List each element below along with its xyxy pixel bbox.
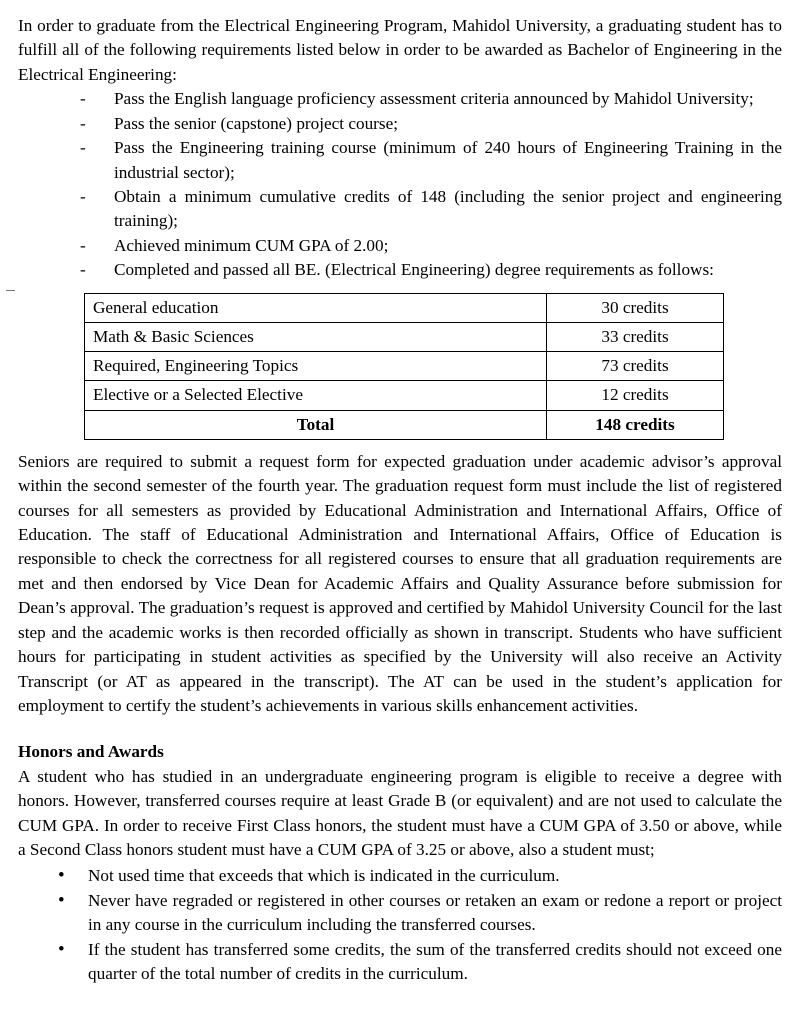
list-item: • If the student has transferred some credits, the sum of the transferred credits should not exceed one quarter of the total number of credits in the curriculum.	[58, 938, 782, 987]
credits-table	[84, 293, 724, 440]
graduation-requirements-list	[18, 87, 782, 282]
seniors-paragraph: Seniors are required to submit a request form for expected graduation under academic advisor’s approval within the second semester of the fourth year. The graduation request form must include the list of registered courses for all semesters as provided by Educational Administration and International Affairs, Office of Education. The staff of Educational Administration and International Affairs, Office of Education is responsible to check the correctness for all registered courses to ensure that all graduation requirements are met and then endorsed by Vice Dean for Academic Affairs and Quality Assurance before submission for Dean’s approval. The graduation’s request is approved and certified by Mahidol University Council for the last step and the academic works is then recorded officially as shown in transcript. Students who have sufficient hours for participating in student activities as specified by the University will also receive an Activity Transcript (or AT as appeared in the transcript). The AT can be used in the student’s application for employment to certify the student’s achievements in various skills enhancement activities.	[18, 451, 782, 715]
table-row	[85, 352, 724, 381]
table-row	[85, 293, 724, 322]
table-cell-label: Math & Basic Sciences	[85, 322, 547, 351]
table-cell-value: 12 credits	[547, 381, 724, 410]
list-item: - Achieved minimum CUM GPA of 2.00;	[80, 234, 782, 258]
list-item: - Pass the Engineering training course (minimum of 240 hours of Engineering Training in the industrial sector);	[80, 136, 782, 185]
honors-conditions-list	[18, 864, 782, 986]
list-item: - Pass the English language proficiency assessment criteria announced by Mahidol University;	[80, 87, 782, 111]
list-item: - Obtain a minimum cumulative credits of 148 (including the senior project and engineering training);	[80, 185, 782, 234]
page-margin-tick	[6, 290, 15, 291]
list-item: • Never have regraded or registered in other courses or retaken an exam or redone a report or project in any course in the curriculum including the transferred courses.	[58, 889, 782, 938]
table-cell-value: 33 credits	[547, 322, 724, 351]
honors-paragraph: A student who has studied in an undergraduate engineering program is eligible to receive a degree with honors. However, transferred courses require at least Grade B (or equivalent) and are not used to calculate the CUM GPA. In order to receive First Class honors, the student must have a CUM GPA of 3.50 or above, while a Second Class honors student must have a CUM GPA of 3.25 or above, also a student must;	[18, 766, 782, 860]
honors-section-title: Honors and Awards	[18, 742, 164, 762]
table-row	[85, 322, 724, 351]
table-cell-label: General education	[85, 293, 547, 322]
table-cell-label: Elective or a Selected Elective	[85, 381, 547, 410]
intro-paragraph: In order to graduate from the Electrical Engineering Program, Mahidol University, a graduating student has to fulfill all of the following requirements listed below in order to be awarded as Bachelor of Engineering in the Electrical Engineering:	[18, 16, 782, 84]
list-item: • Not used time that exceeds that which is indicated in the curriculum.	[58, 864, 782, 888]
table-cell-total-label: Total	[85, 410, 547, 439]
table-row-total	[85, 410, 724, 439]
table-cell-value: 73 credits	[547, 352, 724, 381]
table-row	[85, 381, 724, 410]
list-item: - Completed and passed all BE. (Electrical Engineering) degree requirements as follows:	[80, 258, 782, 282]
table-cell-total-value: 148 credits	[547, 410, 724, 439]
table-cell-value: 30 credits	[547, 293, 724, 322]
table-cell-label: Required, Engineering Topics	[85, 352, 547, 381]
list-item: - Pass the senior (capstone) project course;	[80, 112, 782, 136]
